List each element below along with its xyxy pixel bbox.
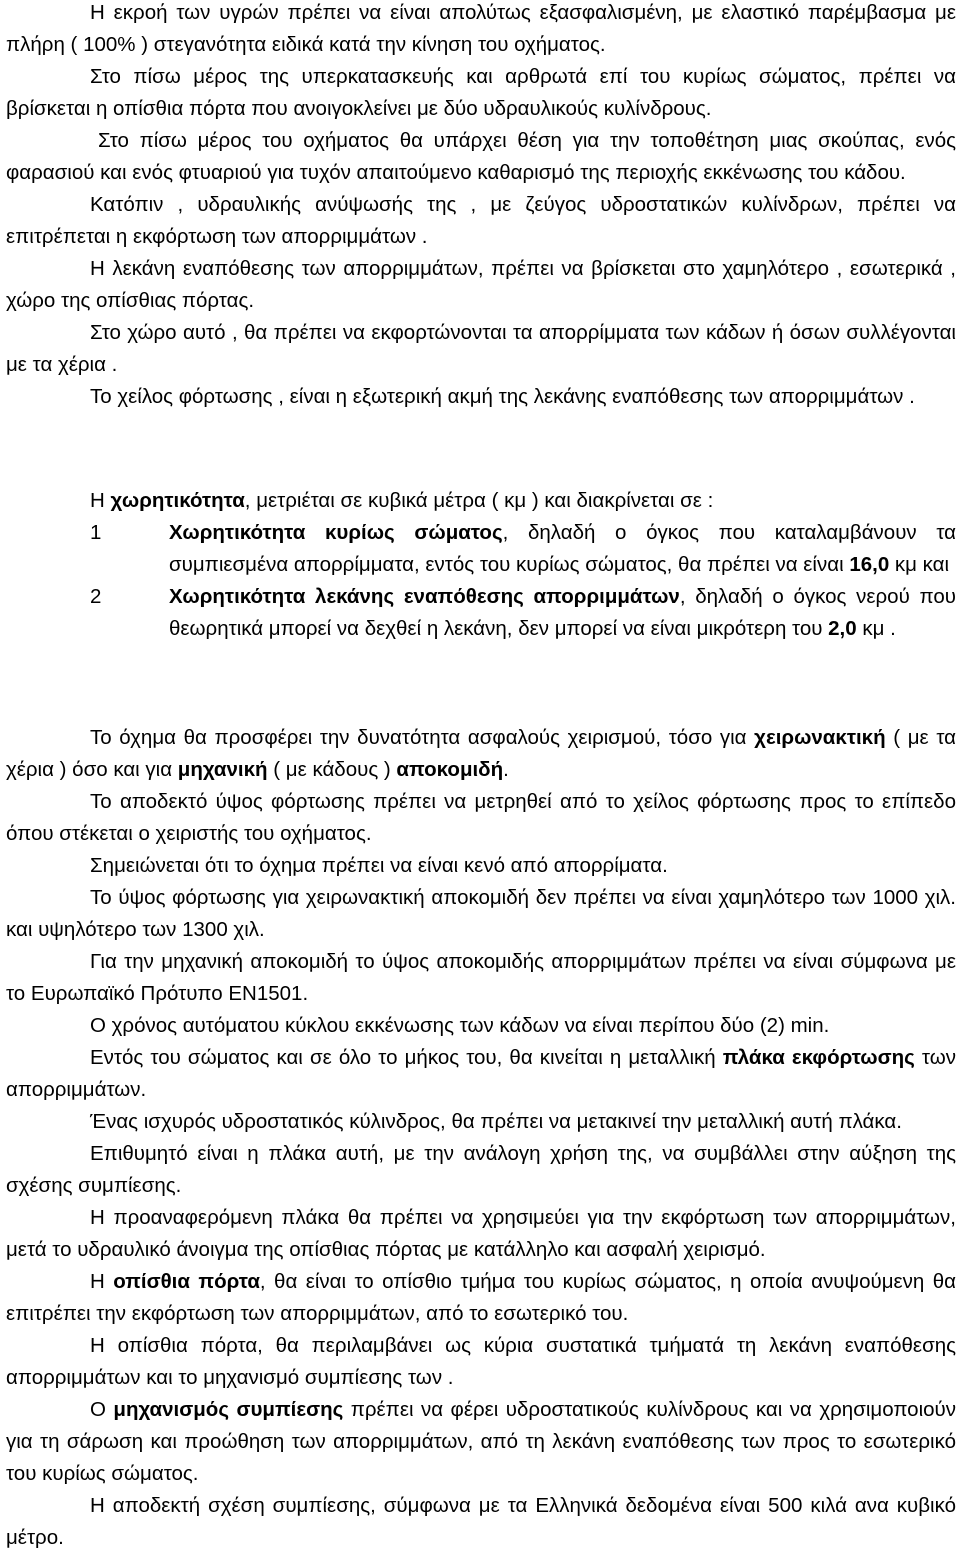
text-span: . bbox=[503, 758, 509, 781]
text-span: ( με κάδους ) bbox=[267, 758, 397, 781]
text-span: Εντός του σώματος και σε όλο το μήκος του, θα κινείται η μεταλλική bbox=[90, 1046, 723, 1069]
bold-term-capacity: χωρητικότητα bbox=[110, 489, 245, 512]
bold-term-rear-door: οπίσθια πόρτα bbox=[113, 1270, 260, 1293]
text-span: πρέπει να φέρει υδροστατικούς κυλίνδρους και να χρησιμοποιούν για τη σάρωση και προώθηση των απορριμμάτων, από τη λεκάνη εναπόθεσης των προς το εσωτερικό του κυρίως σώματος. bbox=[6, 1398, 956, 1485]
paragraph-manual-height: Το ύψος φόρτωσης για χειρωνακτική αποκομιδή δεν πρέπει να είναι χαμηλότερο των 1000 χιλ. και υψηλότερο των 1300 χιλ. bbox=[6, 886, 956, 941]
paragraph-hydrostatic-cylinder: Ένας ισχυρός υδροστατικός κύλινδρος, θα πρέπει να μετακινεί την μεταλλική αυτή πλάκα. bbox=[90, 1110, 902, 1133]
text-span: , θα είναι το οπίσθιο τμήμα του κυρίως σώματος, η οποία ανυψούμενη θα επιτρέπει την εκφόρτωση των απορριμμάτων, από το εσωτερικό του. bbox=[6, 1270, 956, 1325]
paragraph-handling-modes bbox=[6, 722, 956, 786]
text-span: κμ . bbox=[856, 617, 896, 640]
bold-term-compaction-mechanism: μηχανισμός συμπίεσης bbox=[113, 1398, 344, 1421]
paragraph-empty-vehicle: Σημειώνεται ότι το όχημα πρέπει να είναι κενό από απορρίματα. bbox=[90, 854, 668, 877]
section-capacity bbox=[6, 485, 956, 645]
text-span: , δηλαδή ο όγκος νερού που θεωρητικά μπορεί να δεχθεί η λεκάνη, δεν μπορεί να είναι μικρότερη του bbox=[169, 585, 956, 640]
paragraph-loading-hopper: Η λεκάνη εναπόθεσης των απορριμμάτων, πρέπει να βρίσκεται στο χαμηλότερο , εσωτερικά , χώρο της οπίσθιας πόρτας. bbox=[6, 257, 956, 312]
list-item-body-capacity bbox=[6, 517, 956, 581]
paragraph-unloading-space: Στο χώρο αυτό , θα πρέπει να εκφορτώνονται τα απορρίμματα των κάδων ή όσων συλλέγονται με τα χέρια . bbox=[6, 321, 956, 376]
paragraph-rear-door-definition bbox=[6, 1266, 956, 1330]
paragraph-cleaning-tools: Στο πίσω μέρος του οχήματος θα υπάρχει θέση για την τοποθέτηση μιας σκούπας, ενός φαρασιού και ενός φτυαριού για τυχόν απαιτούμενο καθαρισμό της περιοχής εκκένωσης του κάδου. bbox=[6, 129, 956, 184]
text-span: , δηλαδή ο όγκος που καταλαμβάνουν τα συμπιεσμένα απορρίμματα, εντός του κυρίως σώματος, θα πρέπει να είναι bbox=[169, 521, 956, 576]
paragraph-plate-unloading: Η προαναφερόμενη πλάκα θα πρέπει να χρησιμεύει για την εκφόρτωση των απορριμμάτων, μετά το υδραυλικό άνοιγμα της οπίσθιας πόρτας με κατάλληλο και ασφαλή χειρισμό. bbox=[6, 1206, 956, 1261]
bold-term-body-capacity: Χωρητικότητα κυρίως σώματος bbox=[169, 521, 503, 544]
paragraph-compression-ratio-plate: Επιθυμητό είναι η πλάκα αυτή, με την ανάλογη χρήση της, να συμβάλλει στην αύξηση της σχέσης συμπίεσης. bbox=[6, 1142, 956, 1197]
bold-term-mechanical: μηχανική bbox=[177, 758, 268, 781]
bold-term-manual: χειρωνακτική bbox=[754, 726, 886, 749]
bold-term-collection: αποκομιδή bbox=[396, 758, 504, 781]
paragraph-rear-door-components: Η οπίσθια πόρτα, θα περιλαμβάνει ως κύρια συστατικά τμήματά τη λεκάνη εναπόθεσης απορριμμάτων και το μηχανισμό συμπίεσης των . bbox=[6, 1334, 956, 1389]
text-span: Η bbox=[90, 489, 111, 512]
text-span: των απορριμμάτων. bbox=[6, 1046, 956, 1101]
bold-value: 2,0 bbox=[828, 617, 857, 640]
bold-term-ejector-plate: πλάκα εκφόρτωσης bbox=[722, 1046, 915, 1069]
text-span: Ο bbox=[90, 1398, 114, 1421]
bold-value: 16,0 bbox=[849, 553, 890, 576]
text-span: ( με τα χέρια ) όσο και για bbox=[6, 726, 956, 781]
paragraph-compression-ratio: Η αποδεκτή σχέση συμπίεσης, σύμφωνα με τα Ελληνικά δεδομένα είναι 500 κιλά ανα κυβικό μέτρο. bbox=[6, 1494, 956, 1549]
text-span: Το όχημα θα προσφέρει την δυνατότητα ασφαλούς χειρισμού, τόσο για bbox=[90, 726, 755, 749]
paragraph-loading-height-measure: Το αποδεκτό ύψος φόρτωσης πρέπει να μετρηθεί από το χείλος φόρτωσης προς το επίπεδο όπου στέκεται ο χειριστής του οχήματος. bbox=[6, 790, 956, 845]
paragraph-ejector-plate bbox=[6, 1042, 956, 1106]
paragraph-mechanical-height: Για την μηχανική αποκομιδή το ύψος αποκομιδής απορριμμάτων πρέπει να είναι σύμφωνα με το Ευρωπαϊκό Πρότυπο ΕΝ1501. bbox=[6, 950, 956, 1005]
paragraph-capacity-intro bbox=[6, 485, 956, 517]
bold-term-hopper-capacity: Χωρητικότητα λεκάνης εναπόθεσης απορριμμάτων bbox=[169, 585, 680, 608]
paragraph-rear-door-hinged: Στο πίσω μέρος της υπερκατασκευής και αρθρωτά επί του κυρίως σώματος, πρέπει να βρίσκεται η οπίσθια πόρτα που ανοιγοκλείνει με δύο υδραυλικούς κυλίνδρους. bbox=[6, 65, 956, 120]
paragraph-liquid-outflow: Η εκροή των υγρών πρέπει να είναι απολύτως εξασφαλισμένη, με ελαστικό παρέμβασμα με πλήρη ( 100% ) στεγανότητα ειδικά κατά την κίνηση του οχήματος. bbox=[6, 1, 956, 56]
paragraph-loading-lip: Το χείλος φόρτωσης , είναι η εξωτερική ακμή της λεκάνης εναπόθεσης των απορριμμάτων . bbox=[90, 385, 915, 408]
text-span: Η bbox=[90, 1270, 114, 1293]
text-span: κμ και bbox=[889, 553, 950, 576]
paragraph-compaction-mechanism bbox=[6, 1394, 956, 1490]
paragraph-hydraulic-lift: Κατόπιν , υδραυλικής ανύψωσής της , με ζεύγος υδροστατικών κυλίνδρων, πρέπει να επιτρέπεται η εκφόρτωση των απορριμμάτων . bbox=[6, 193, 956, 248]
text-span: , μετριέται σε κυβικά μέτρα ( κμ ) και διακρίνεται σε : bbox=[244, 489, 714, 512]
section-rear-door-intro bbox=[6, 0, 956, 413]
list-number: 1 bbox=[90, 521, 102, 544]
paragraph-cycle-time: Ο χρόνος αυτόματου κύκλου εκκένωσης των κάδων να είναι περίπου δύο (2) min. bbox=[90, 1014, 830, 1037]
list-number: 2 bbox=[90, 585, 102, 608]
section-operation bbox=[6, 722, 956, 1554]
list-item-hopper-capacity bbox=[6, 581, 956, 645]
